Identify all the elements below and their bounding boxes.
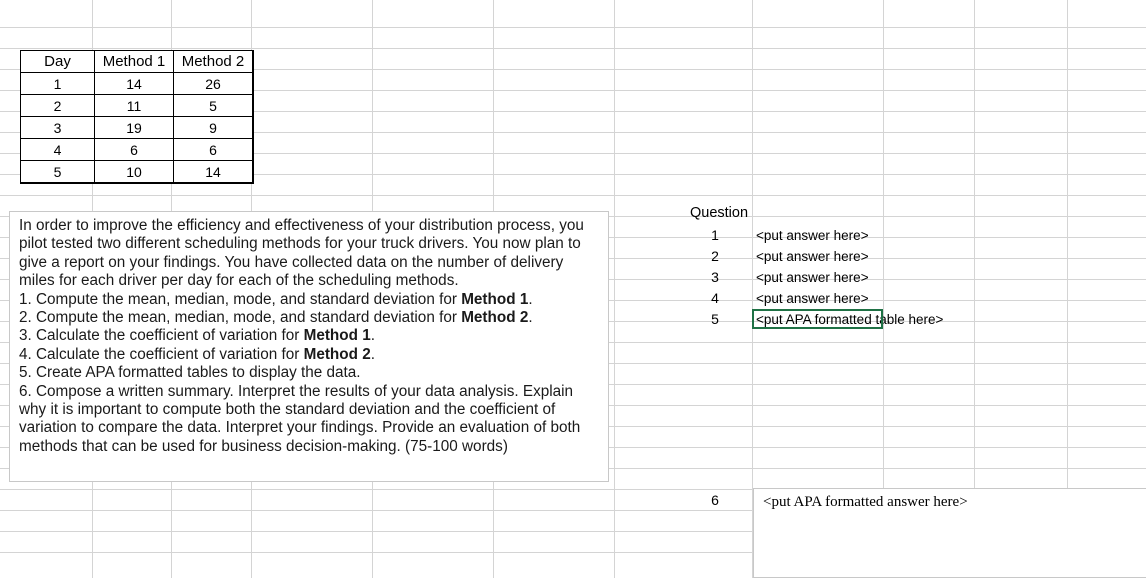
answer-cell[interactable]: <put answer here> (756, 291, 869, 306)
cell-method-2[interactable]: 6 (174, 139, 254, 161)
question-header[interactable]: Question (690, 205, 749, 221)
answer-textbox-text: <put APA formatted answer here> (763, 494, 968, 510)
data-table (20, 50, 254, 184)
header-method-2[interactable]: Method 2 (174, 51, 254, 73)
cell-day[interactable]: 5 (21, 161, 95, 184)
question-number[interactable]: 1 (711, 227, 719, 243)
question-number[interactable]: 6 (711, 492, 719, 508)
cell-method-2[interactable]: 26 (174, 73, 254, 95)
cell-method-2[interactable]: 14 (174, 161, 254, 184)
cell-day[interactable]: 4 (21, 139, 95, 161)
cell-method-1[interactable]: 10 (95, 161, 174, 184)
question-number[interactable]: 2 (711, 248, 719, 264)
cell-day[interactable]: 2 (21, 95, 95, 117)
cell-method-2[interactable]: 5 (174, 95, 254, 117)
header-day[interactable]: Day (21, 51, 95, 73)
table-row (21, 161, 254, 184)
cell-method-1[interactable]: 6 (95, 139, 174, 161)
table-row (21, 95, 254, 117)
answer-textbox[interactable] (753, 488, 1146, 578)
instruction-item-4: 4. Calculate the coefficient of variation for Method 2. (19, 345, 375, 363)
instruction-item-1: 1. Compute the mean, median, mode, and standard deviation for Method 1. (19, 290, 533, 308)
instructions-intro: In order to improve the efficiency and effectiveness of your distribution process, you pilot tested two different scheduling methods for your truck drivers. You now plan to give a report on your findings. You have collected data on the number of delivery miles for each driver per day for each of the scheduling methods. (19, 217, 584, 290)
instruction-item-5: 5. Create APA formatted tables to display the data. (19, 364, 361, 382)
answer-cell-selected[interactable]: <put APA formatted table here> (756, 312, 944, 327)
cell-method-1[interactable]: 11 (95, 95, 174, 117)
instructions-textbox[interactable] (9, 211, 609, 482)
table-header-row (21, 51, 254, 73)
table-row (21, 73, 254, 95)
cell-method-1[interactable]: 14 (95, 73, 174, 95)
cell-day[interactable]: 3 (21, 117, 95, 139)
question-number[interactable]: 3 (711, 269, 719, 285)
answer-cell[interactable]: <put answer here> (756, 228, 869, 243)
cell-day[interactable]: 1 (21, 73, 95, 95)
table-row (21, 139, 254, 161)
question-number[interactable]: 5 (711, 311, 719, 327)
cell-method-2[interactable]: 9 (174, 117, 254, 139)
instruction-item-3: 3. Calculate the coefficient of variation for Method 1. (19, 327, 375, 345)
table-row (21, 117, 254, 139)
question-number[interactable]: 4 (711, 290, 719, 306)
instruction-item-6: 6. Compose a written summary. Interpret the results of your data analysis. Explain why it is important to compute both the standard deviation and the coefficient of variation to compare the data. Interpret your findings. Provide an evaluation of both methods that can be used for business decision-making. (75-100 words) (19, 382, 581, 455)
instruction-item-2: 2. Compute the mean, median, mode, and standard deviation for Method 2. (19, 309, 533, 327)
answer-cell[interactable]: <put answer here> (756, 249, 869, 264)
cell-method-1[interactable]: 19 (95, 117, 174, 139)
header-method-1[interactable]: Method 1 (95, 51, 174, 73)
answer-cell[interactable]: <put answer here> (756, 270, 869, 285)
